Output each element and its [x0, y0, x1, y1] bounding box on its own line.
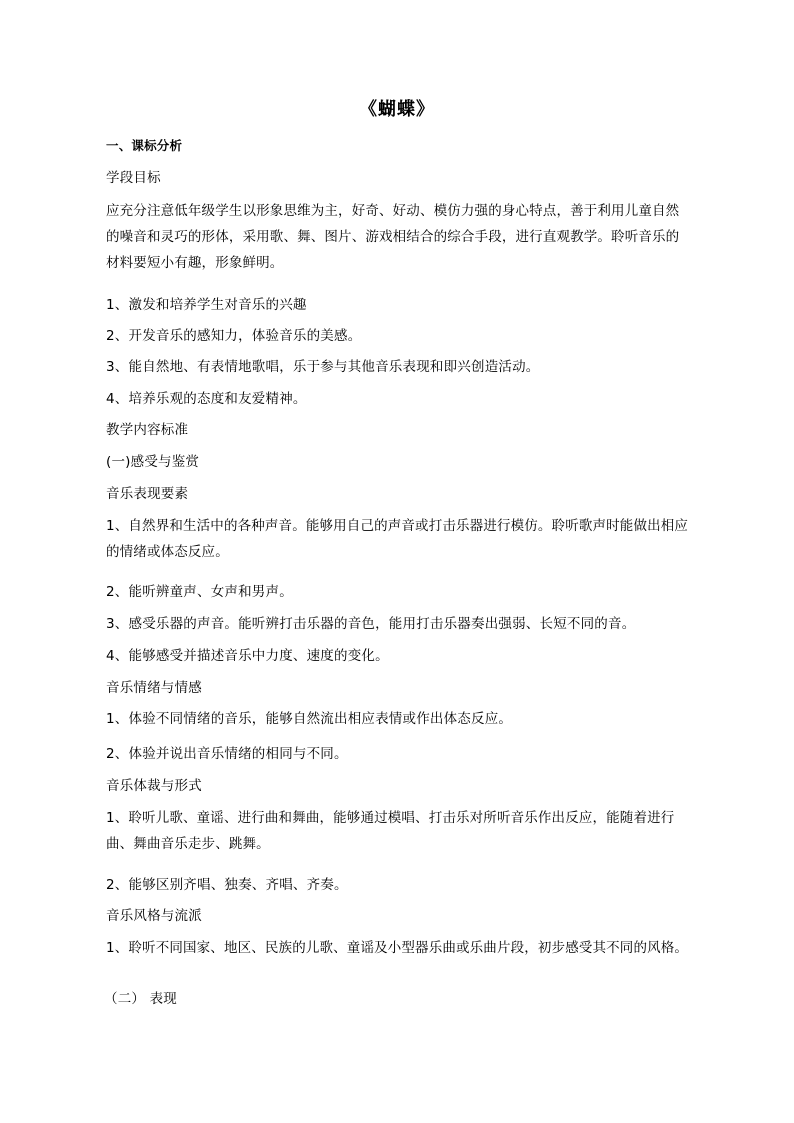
elements-item-1: 1、自然界和生活中的各种声音。能够用自己的声音或打击乐器进行模仿。聆听歌声时能做出相应的情绪或体态反应。	[106, 518, 689, 560]
style-item-1: 1、聆听不同国家、地区、民族的儿歌、童谣及小型器乐曲或乐曲片段，初步感受其不同的风格。	[106, 940, 689, 956]
heading-genre: 音乐体裁与形式	[106, 778, 202, 794]
subheading-appreciation: (一)感受与鉴赏	[106, 454, 200, 470]
genre-item-2: 2、能够区别齐唱、独奏、齐唱、齐奏。	[106, 877, 348, 893]
emotion-item-1: 1、体验不同情绪的音乐，能够自然流出相应表情或作出体态反应。	[106, 711, 513, 727]
heading-style: 音乐风格与流派	[106, 908, 202, 924]
elements-item-2: 2、能听辨童声、女声和男声。	[106, 584, 293, 600]
heading-elements: 音乐表现要素	[106, 486, 189, 502]
goal-item-3: 3、能自然地、有表情地歌唱，乐于参与其他音乐表现和即兴创造活动。	[106, 359, 540, 375]
stage-goals-paragraph: 应充分注意低年级学生以形象思维为主，好奇、好动、模仿力强的身心特点，善于利用儿童自然的噪音和灵巧的形体，采用歌、舞、图片、游戏相结合的综合手段，进行直观教学。聆听音乐的材料要短小有趣，形象鲜明。	[106, 203, 680, 271]
elements-item-4: 4、能够感受并描述音乐中力度、速度的变化。	[106, 648, 389, 664]
genre-item-1: 1、聆听儿歌、童谣、进行曲和舞曲，能够通过模唱、打击乐对所听音乐作出反应，能随着进行曲、舞曲音乐走步、跳舞。	[106, 810, 675, 852]
subheading-performance: （二） 表现	[104, 991, 177, 1007]
goal-item-2: 2、开发音乐的感知力，体验音乐的美感。	[106, 328, 362, 344]
heading-emotion: 音乐情绪与情感	[106, 680, 202, 696]
section-heading-1: 一、课标分析	[106, 138, 183, 153]
goal-item-1: 1、激发和培养学生对音乐的兴趣	[106, 297, 307, 313]
heading-content-standards: 教学内容标准	[106, 422, 189, 438]
heading-stage-goals: 学段目标	[106, 170, 161, 186]
doc-title: 《蝴蝶》	[359, 99, 435, 120]
goal-item-4: 4、培养乐观的态度和友爱精神。	[106, 391, 307, 407]
emotion-item-2: 2、体验并说出音乐情绪的相同与不同。	[106, 746, 348, 762]
elements-item-3: 3、感受乐器的声音。能听辨打击乐器的音色，能用打击乐器奏出强弱、长短不同的音。	[106, 616, 636, 632]
